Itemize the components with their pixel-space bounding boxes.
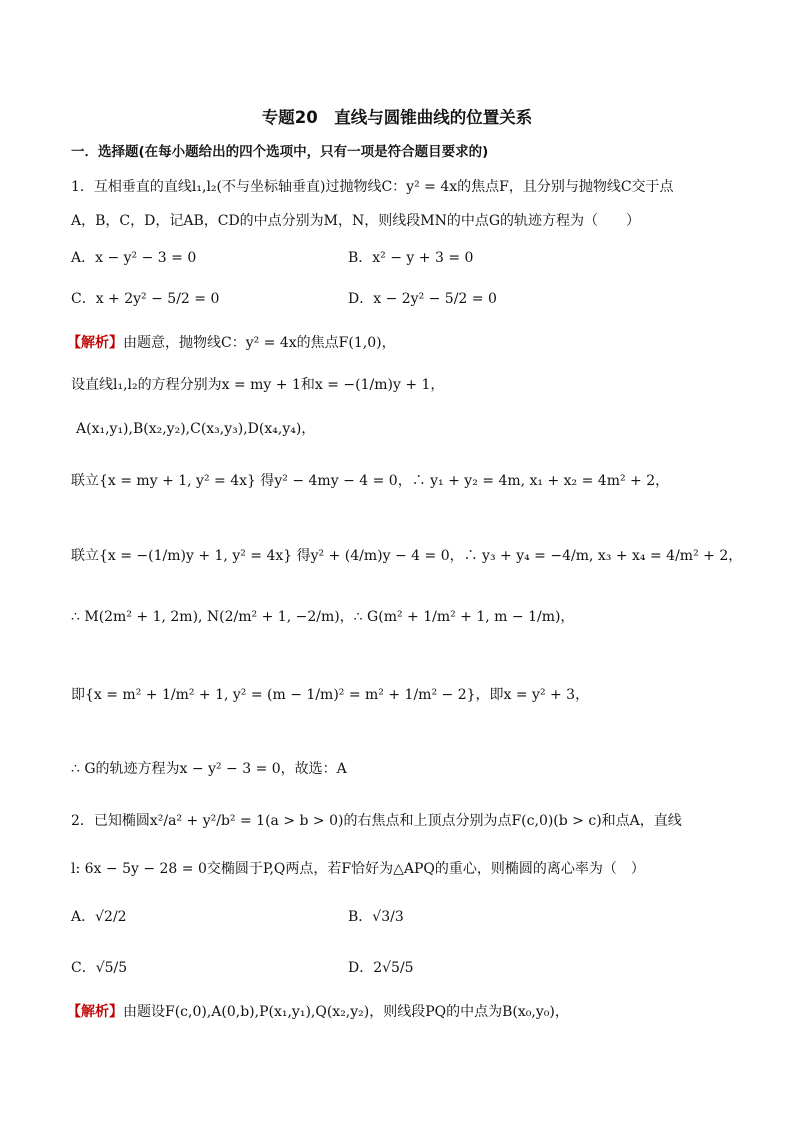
q1-solution-line2: 设直线l₁,l₂的方程分别为x = my + 1和x = −(1/m)y + 1， [71, 377, 445, 393]
page-title: 专题20 直线与圆锥曲线的位置关系 [261, 108, 533, 127]
q2-option-b: B．√3/3 [348, 909, 404, 925]
q1-solution-line8: ∴ G的轨迹方程为x − y² − 3 = 0，故选：A [71, 761, 347, 777]
q1-solution-line7: 即{x = m² + 1/m² + 1, y² = (m − 1/m)² = m² + 1/m² − 2}，即x = y² + 3， [71, 687, 590, 703]
q2-option-d: D．2√5/5 [348, 960, 414, 976]
q1-solution-line3: A(x₁,y₁),B(x₂,y₂),C(x₃,y₃),D(x₄,y₄)， [76, 421, 316, 437]
q1-solution-line5: 联立{x = −(1/m)y + 1, y² = 4x} 得y² + (4/m)y − 4 = 0，∴ y₃ + y₄ = −4/m, x₃ + x₄ = 4/m² + 2， [71, 548, 743, 564]
q1-solution-line6: ∴ M(2m² + 1, 2m), N(2/m² + 1, −2/m)，∴ G(m² + 1/m² + 1, m − 1/m)， [71, 609, 575, 625]
q1-option-b: B．x² − y + 3 = 0 [348, 250, 474, 266]
q1-option-d: D．x − 2y² − 5/2 = 0 [348, 291, 497, 307]
q1-solution-text1: 由题意，抛物线C：y² = 4x的焦点F(1,0)， [123, 335, 396, 351]
solution-tag: 【解析】 [67, 335, 123, 351]
section-heading: 一．选择题(在每小题给出的四个选项中，只有一项是符合题目要求的) [71, 144, 489, 160]
q1-stem-line2: A，B，C，D，记AB，CD的中点分别为M，N，则线段MN的中点G的轨迹方程为（ ） [71, 213, 641, 229]
q2-stem-line2: l: 6x − 5y − 28 = 0交椭圆于P,Q两点，若F恰好为△APQ的重心，则椭圆的离心率为（ ） [71, 861, 645, 877]
q2-solution-line1 [67, 1001, 569, 1021]
q2-option-a: A．√2/2 [71, 909, 127, 925]
q2-option-c: C．√5/5 [71, 960, 128, 976]
solution-tag: 【解析】 [67, 1004, 123, 1020]
q2-stem-line1: 2．已知椭圆x²/a² + y²/b² = 1(a > b > 0)的右焦点和上顶点分别为点F(c,0)(b > c)和点A，直线 [71, 813, 682, 829]
q2-solution-text1: 由题设F(c,0),A(0,b),P(x₁,y₁),Q(x₂,y₂)，则线段PQ的中点为B(x₀,y₀)， [123, 1004, 569, 1020]
q1-option-c: C．x + 2y² − 5/2 = 0 [71, 291, 220, 307]
q1-solution-line4: 联立{x = my + 1, y² = 4x} 得y² − 4my − 4 = 0，∴ y₁ + y₂ = 4m, x₁ + x₂ = 4m² + 2， [71, 473, 670, 489]
q1-option-a: A．x − y² − 3 = 0 [71, 250, 197, 266]
q1-solution-line1 [67, 332, 396, 352]
q1-stem-line1: 1．互相垂直的直线l₁,l₂(不与坐标轴垂直)过抛物线C：y² = 4x的焦点F，且分别与抛物线C交于点 [71, 179, 674, 195]
